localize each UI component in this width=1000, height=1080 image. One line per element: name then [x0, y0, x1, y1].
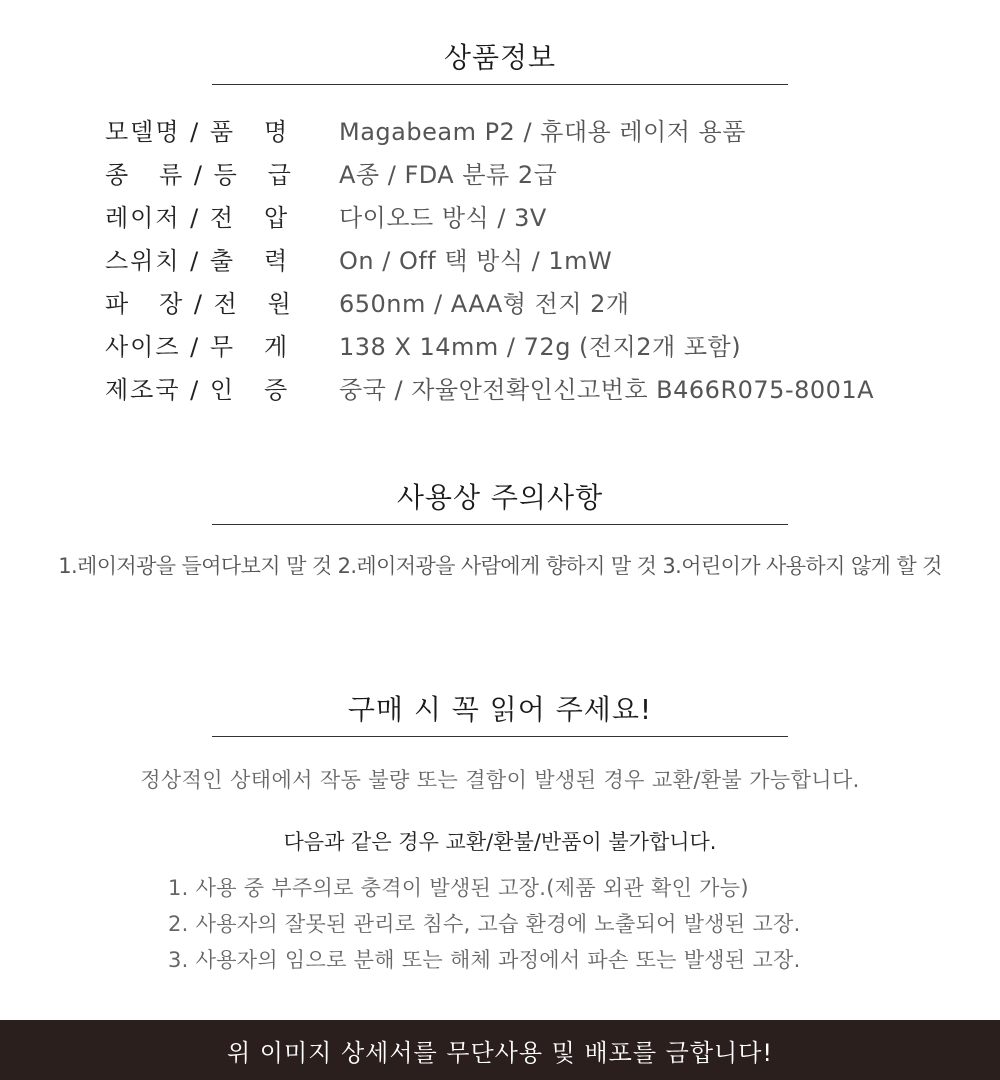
precautions-text: 1.레이저광을 들여다보지 말 것 2.레이저광을 사람에게 향하지 말 것 3.어린이가 사용하지 않게 할 것 — [58, 554, 942, 578]
list-item: 1. 사용 중 부주의로 충격이 발생된 고장.(제품 외관 확인 가능) — [168, 876, 749, 900]
spec-value: 중국 / 자율안전확인신고번호 B466R075-8001A — [339, 376, 875, 404]
spec-value: 138 X 14mm / 72g (전지2개 포함) — [339, 333, 742, 361]
spec-label: 모델명 / 품 명 — [105, 118, 290, 146]
spec-label: 레이저 / 전 압 — [105, 204, 290, 232]
spec-row-switch — [105, 237, 905, 280]
spec-value: A종 / FDA 분류 2급 — [339, 161, 558, 189]
spec-row-wavelength — [105, 280, 905, 323]
spec-value: 다이오드 방식 / 3V — [339, 204, 547, 232]
no-exchange-list — [168, 872, 801, 980]
no-exchange-title: 다음과 같은 경우 교환/환불/반품이 불가합니다. — [283, 830, 717, 854]
spec-label: 사이즈 / 무 게 — [105, 333, 290, 361]
spec-row-model — [105, 108, 905, 151]
spec-label: 종 류 / 등 급 — [105, 161, 293, 189]
spec-label: 스위치 / 출 력 — [105, 247, 290, 275]
exchange-note: 정상적인 상태에서 작동 불량 또는 결함이 발생된 경우 교환/환불 가능합니다. — [140, 768, 860, 792]
list-item: 3. 사용자의 임으로 분해 또는 해체 과정에서 파손 또는 발생된 고장. — [168, 948, 801, 972]
product-info-title: 상품정보 — [212, 36, 788, 85]
precautions-title: 사용상 주의사항 — [212, 476, 788, 525]
spec-row-type — [105, 151, 905, 194]
spec-table — [105, 108, 905, 409]
spec-label: 제조국 / 인 증 — [105, 376, 290, 404]
spec-row-laser — [105, 194, 905, 237]
copyright-footer — [0, 1020, 1000, 1080]
must-read-title: 구매 시 꼭 읽어 주세요! — [212, 688, 788, 737]
spec-label: 파 장 / 전 원 — [105, 290, 293, 318]
footer-text: 위 이미지 상세서를 무단사용 및 배포를 금합니다! — [226, 1038, 774, 1067]
spec-value: 650nm / AAA형 전지 2개 — [339, 290, 630, 318]
spec-value: Magabeam P2 / 휴대용 레이저 용품 — [339, 118, 746, 146]
spec-row-origin — [105, 366, 905, 409]
spec-row-size — [105, 323, 905, 366]
list-item: 2. 사용자의 잘못된 관리로 침수, 고습 환경에 노출되어 발생된 고장. — [168, 912, 801, 936]
spec-value: On / Off 택 방식 / 1mW — [339, 247, 613, 275]
